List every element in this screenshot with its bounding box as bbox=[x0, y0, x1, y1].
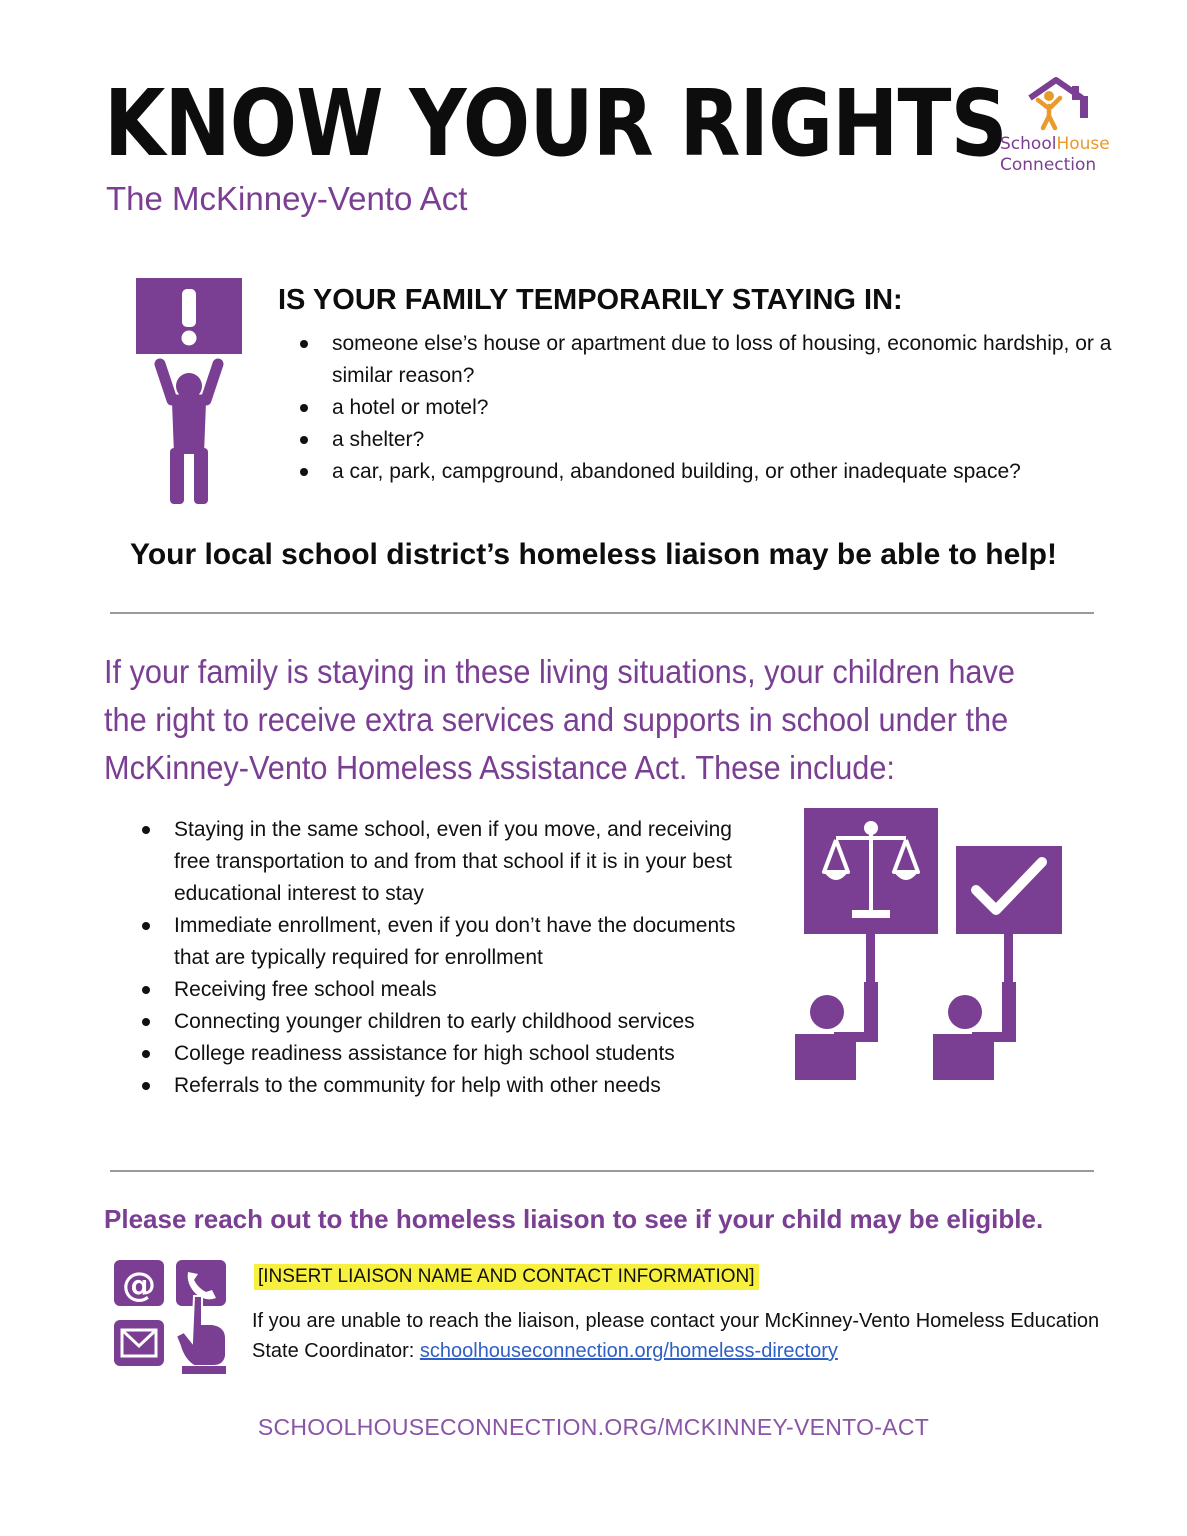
living-situations-list bbox=[296, 328, 1116, 488]
schoolhouse-connection-logo bbox=[1000, 74, 1124, 184]
logo-word-house: House bbox=[1056, 134, 1110, 154]
list-item: Immediate enrollment, even if you don’t have the documents that are typically required for enrollment bbox=[140, 910, 750, 974]
schoolhouse-logo-icon bbox=[1000, 74, 1124, 134]
list-item: Receiving free school meals bbox=[140, 974, 750, 1006]
page-title: KNOW YOUR RIGHTS bbox=[104, 70, 1007, 177]
list-item: a hotel or motel? bbox=[296, 392, 1116, 424]
logo-word-connection: Connection bbox=[1000, 155, 1097, 175]
situation-question-heading: IS YOUR FAMILY TEMPORARILY STAYING IN: bbox=[278, 284, 903, 316]
homeless-directory-link[interactable]: schoolhouseconnection.org/homeless-directory bbox=[419, 1340, 838, 1362]
person-holding-exclamation-sign-icon bbox=[136, 278, 242, 508]
list-item: a shelter? bbox=[296, 424, 1116, 456]
svg-text:@: @ bbox=[122, 1265, 156, 1305]
page-subtitle: The McKinney-Vento Act bbox=[106, 180, 468, 217]
list-item: Referrals to the community for help with other needs bbox=[140, 1070, 750, 1102]
reach-out-heading: Please reach out to the homeless liaison to see if your child may be eligible. bbox=[104, 1204, 1044, 1234]
list-item: a car, park, campground, abandoned building, or other inadequate space? bbox=[296, 456, 1116, 488]
state-coordinator-text: If you are unable to reach the liaison, please contact your McKinney-Vento Homeless Education State Coordinator: bbox=[252, 1310, 1100, 1362]
people-holding-signs-icon bbox=[792, 806, 1068, 1086]
liaison-contact-placeholder: [INSERT LIAISON NAME AND CONTACT INFORMATION] bbox=[254, 1264, 759, 1290]
services-list bbox=[140, 814, 750, 1102]
list-item: College readiness assistance for high school students bbox=[140, 1038, 750, 1070]
rights-intro-paragraph: If your family is staying in these living situations, your children have the right to receive extra services and supports in school under the McKinney-Vento Homeless Assistance Act. These include: bbox=[104, 653, 1015, 786]
state-coordinator-note bbox=[252, 1306, 1112, 1366]
list-item: Staying in the same school, even if you move, and receiving free transportation to and from that school if it is in your best educational interest to stay bbox=[140, 814, 750, 910]
contact-methods-icon bbox=[112, 1258, 232, 1374]
footer-url: SCHOOLHOUSECONNECTION.ORG/MCKINNEY-VENTO-ACT bbox=[257, 1414, 930, 1440]
logo-text bbox=[1000, 134, 1124, 176]
liaison-help-statement: Your local school district’s homeless liaison may be able to help! bbox=[130, 538, 1057, 571]
section-divider bbox=[110, 612, 1094, 614]
list-item: someone else’s house or apartment due to loss of housing, economic hardship, or a similar reason? bbox=[296, 328, 1116, 392]
logo-word-school: School bbox=[1000, 134, 1057, 154]
section-divider bbox=[110, 1170, 1094, 1172]
list-item: Connecting younger children to early childhood services bbox=[140, 1006, 750, 1038]
